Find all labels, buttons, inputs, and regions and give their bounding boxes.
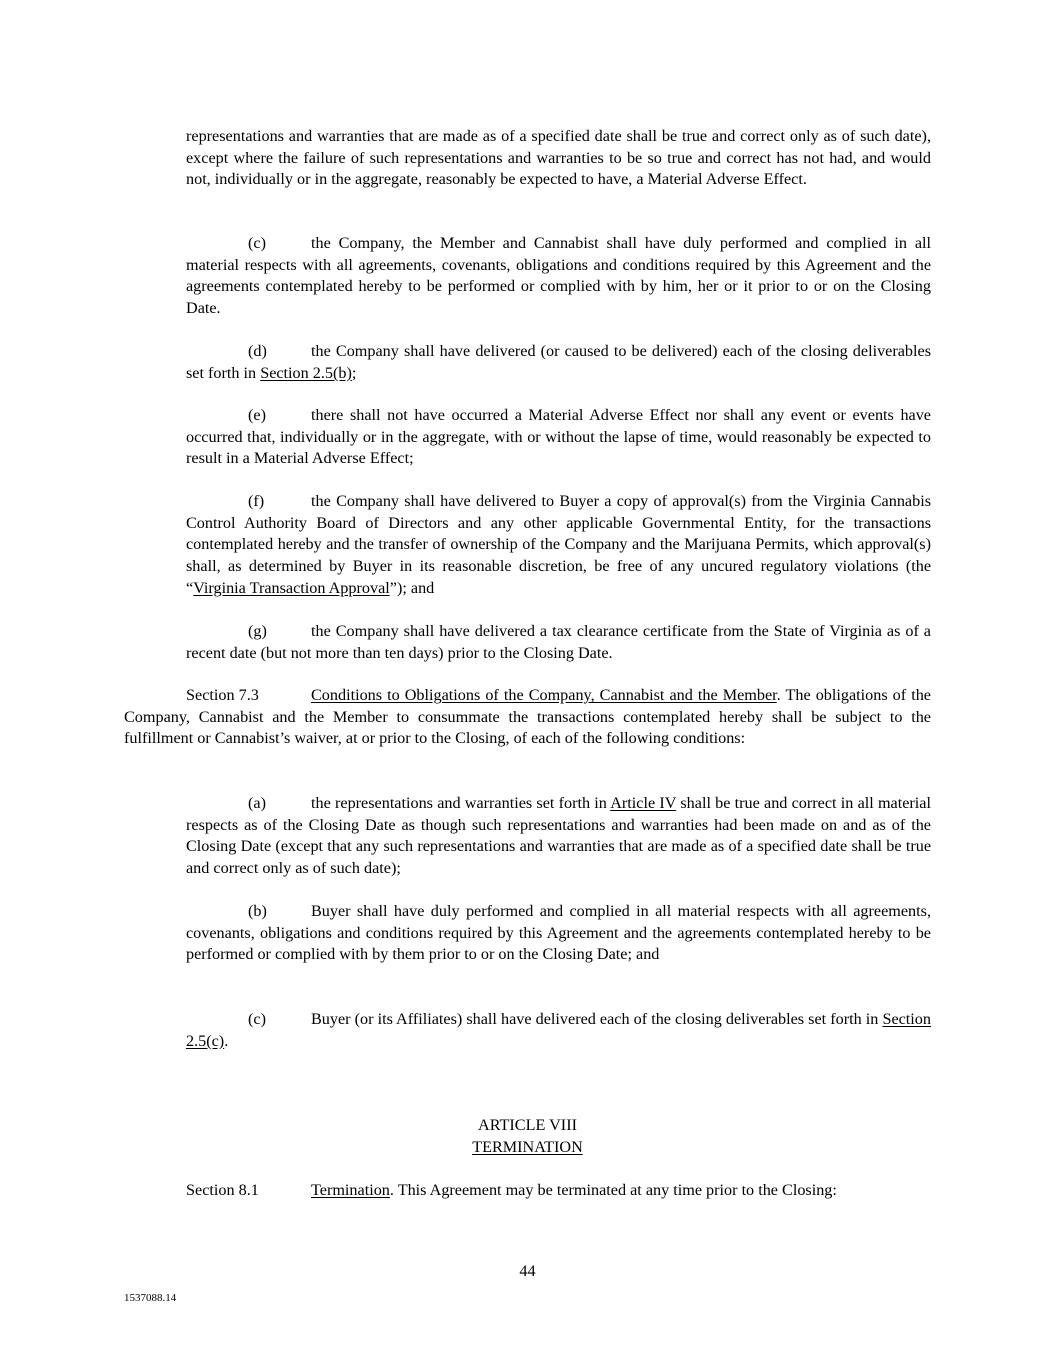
continued-paragraph: representations and warranties that are made as of a specified date shall be true and correct only as of such date), except where the failure of such representations and warranties to be so true and correct has not had, and would not, individually or in the aggregate, reasonably be expected to have, a Material Adverse Effect. bbox=[186, 127, 931, 189]
condition-g bbox=[186, 621, 931, 664]
article-number: ARTICLE VIII bbox=[478, 1116, 577, 1134]
article-title-text: TERMINATION bbox=[472, 1138, 583, 1156]
clause-text: the Company shall have delivered a tax clearance certificate from the State of Virginia as of a recent date (but not more than ten days) prior to the Closing Date. bbox=[186, 622, 931, 662]
clause-text: the Company shall have delivered to Buyer a copy of approval(s) from the Virginia Cannabis Control Authority Board of Directors and any other applicable Governmental Entity, for the transactions contemplated hereby and the transfer of ownership of the Company and the Marijuana Permits, which approval(s) shall, as determined by Buyer in its reasonable discretion, be free of any uncured regulatory violations (the “ bbox=[186, 492, 931, 597]
article-reference-link[interactable]: Article IV bbox=[610, 794, 677, 812]
condition-c-buyer bbox=[186, 233, 931, 320]
document-id: 1537088.14 bbox=[124, 1292, 177, 1304]
section-title: Termination bbox=[311, 1181, 390, 1199]
section-label: Section 7.3 bbox=[186, 686, 259, 704]
condition-d bbox=[186, 341, 931, 384]
clause-text: shall be true and correct in all material respects as of the Closing Date as though such representations and warranties had been made on and as of the Closing Date (except that any such representations and warranties that are made as of a specified date shall be true and correct only as of such date); bbox=[186, 794, 931, 878]
clause-label: (e) bbox=[248, 406, 266, 424]
clause-label: (a) bbox=[248, 794, 266, 812]
section-reference-link[interactable]: Section 2.5(b) bbox=[260, 363, 352, 382]
clause-text: the Company shall have delivered (or caused to be delivered) each of the closing deliverables set forth in bbox=[186, 342, 931, 382]
clause-text: . bbox=[224, 1031, 229, 1050]
section-title: Conditions to Obligations of the Company, Cannabist and the Member bbox=[311, 686, 777, 704]
defined-term: Virginia Transaction Approval bbox=[193, 578, 390, 597]
section-text: . The obligations of the Company, Cannabist and the Member to consummate the transactions contemplated hereby shall be subject to the fulfillment or Cannabist’s waiver, at or prior to the Closing, of each of the following conditions: bbox=[124, 686, 931, 748]
clause-text: Buyer (or its Affiliates) shall have delivered each of the closing deliverables set forth in bbox=[311, 1010, 883, 1028]
clause-label: (g) bbox=[248, 622, 267, 640]
clause-text: the Company, the Member and Cannabist shall have duly performed and complied in all material respects with all agreements, covenants, obligations and conditions required by this Agreement and the agreements contemplated hereby to be performed or complied with by him, her or it prior to or on the Closing Date. bbox=[186, 234, 931, 318]
clause-text: ; bbox=[351, 363, 357, 382]
condition-b bbox=[186, 901, 931, 966]
section-text: . This Agreement may be terminated at any time prior to the Closing: bbox=[389, 1181, 837, 1199]
condition-c-company bbox=[186, 1009, 931, 1052]
section-reference-link[interactable]: Section 2.5(c) bbox=[186, 1010, 931, 1050]
condition-e bbox=[186, 405, 931, 470]
clause-text: ”); and bbox=[389, 578, 435, 597]
clause-label: (c) bbox=[248, 234, 266, 252]
clause-label: (f) bbox=[248, 492, 265, 510]
section-label: Section 8.1 bbox=[186, 1181, 259, 1199]
clause-label: (d) bbox=[248, 342, 267, 360]
section-7-3 bbox=[124, 685, 931, 750]
clause-text: there shall not have occurred a Material Adverse Effect nor shall any event or events have occurred that, individually or in the aggregate, with or without the lapse of time, would reasonably be expected to result in a Material Adverse Effect; bbox=[186, 406, 931, 468]
page-number: 44 bbox=[519, 1262, 536, 1280]
clause-text: Buyer shall have duly performed and complied in all material respects with all agreements, covenants, obligations and conditions required by this Agreement and the agreements contemplated hereby to be performed or complied with by them prior to or on the Closing Date; and bbox=[186, 902, 931, 964]
condition-f bbox=[186, 491, 931, 600]
clause-label: (b) bbox=[248, 902, 267, 920]
clause-label: (c) bbox=[248, 1010, 266, 1028]
condition-a bbox=[186, 793, 931, 880]
article-title bbox=[0, 1137, 1055, 1159]
section-8-1 bbox=[186, 1180, 931, 1202]
clause-text: the representations and warranties set forth in bbox=[311, 794, 611, 812]
